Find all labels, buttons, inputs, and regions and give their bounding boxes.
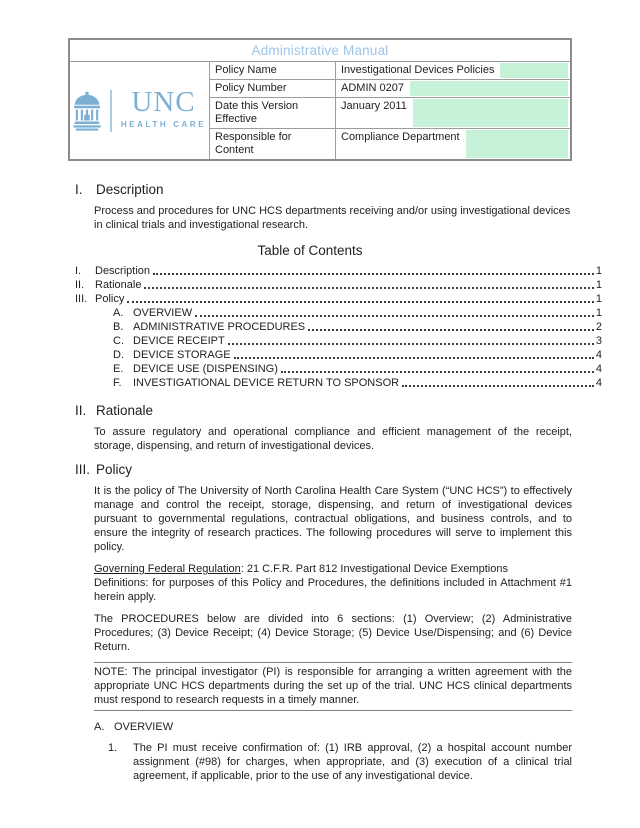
section-heading-rationale — [75, 403, 640, 419]
policy-field-row — [210, 80, 570, 98]
regulation-label: Governing Federal Regulation — [94, 563, 241, 575]
field-highlight — [500, 63, 568, 78]
logo-org: UNC — [131, 86, 196, 118]
toc-page-number: 1 — [595, 307, 602, 319]
toc-entry — [75, 320, 602, 334]
toc-page-number: 4 — [595, 377, 602, 389]
toc-dot-leader — [127, 301, 594, 303]
toc-page-number: 1 — [595, 279, 602, 291]
paragraph-policy-statement: It is the policy of The University of North Carolina Health Care System (“UNC HCS”) to effectively manage and control the receipt, storage, dispensing, and return of investigational devices pursuant to governmental regulations, contractual obligations, and business controls, and to ensure the integrity of research practices. The following procedures will serve to implement this policy. — [94, 485, 572, 553]
logo-divider — [110, 90, 112, 132]
paragraph-procedures: The PROCEDURES below are divided into 6 sections: (1) Overview; (2) Administrative Procedures; (3) Device Receipt; (4) Device Storage; (5) Device Use/Dispensing; and (6) Device Return. — [94, 613, 572, 653]
section-title: Rationale — [96, 403, 154, 418]
toc-num: III. — [75, 293, 88, 305]
field-label: Policy Name — [210, 62, 336, 79]
logo-text — [120, 86, 207, 132]
field-label: Responsible for Content — [210, 129, 336, 159]
section-heading-policy — [75, 462, 640, 478]
old-well-icon — [73, 88, 101, 134]
toc-label: DEVICE RECEIPT — [133, 335, 225, 347]
toc-num: C. — [113, 335, 124, 347]
toc-num: B. — [113, 321, 124, 333]
field-value — [336, 80, 570, 97]
field-label: Date this Version Effective — [210, 98, 336, 128]
toc-page-number: 1 — [595, 265, 602, 277]
policy-field-row — [210, 98, 570, 129]
toc-dot-leader — [402, 385, 594, 387]
toc-label: INVESTIGATIONAL DEVICE RETURN TO SPONSOR — [133, 377, 400, 389]
toc-label: Description — [95, 265, 151, 277]
toc-dot-leader — [195, 315, 594, 317]
toc-num: A. — [113, 307, 124, 319]
logo-tagline: HEALTH CARE — [120, 120, 207, 129]
field-value-text: ADMIN 0207 — [341, 82, 404, 94]
section-title: Description — [96, 182, 164, 197]
toc-entry — [75, 362, 602, 376]
policy-field-row — [210, 129, 570, 159]
regulation-text: : 21 C.F.R. Part 812 Investigational Device Exemptions — [240, 563, 508, 575]
paragraph-description: Process and procedures for UNC HCS departments receiving and/or using investigational devices in clinical trials and investigational research. — [94, 205, 571, 231]
field-value-text: Compliance Department — [341, 131, 460, 143]
toc-num: II. — [75, 279, 85, 291]
field-value-text: Investigational Devices Policies — [341, 64, 495, 76]
toc-num: F. — [113, 377, 122, 389]
field-label: Policy Number — [210, 80, 336, 97]
toc-entry — [75, 348, 602, 362]
toc-label: DEVICE USE (DISPENSING) — [133, 363, 278, 375]
toc-title: Table of Contents — [257, 243, 363, 258]
toc-entry — [75, 278, 602, 292]
toc-dot-leader — [234, 357, 594, 359]
field-highlight — [466, 130, 568, 158]
list-item-number: 1. — [108, 742, 118, 754]
toc-label: OVERVIEW — [133, 307, 193, 319]
definitions-text: Definitions: for purposes of this Policy and Procedures, the definitions included in Attachment #1 herein apply. — [94, 577, 572, 603]
toc-page-number: 3 — [595, 335, 602, 347]
toc-page-number: 2 — [595, 321, 602, 333]
subsection-number: A. — [94, 721, 105, 733]
note-paragraph: NOTE: The principal investigator (PI) is responsible for arranging a written agreement with the appropriate UNC HCS departments during the set up of the trial. UNC HCS clinical departments must respond to research requests in a timely manner. — [94, 662, 572, 711]
toc-dot-leader — [228, 343, 594, 345]
subsection-title: OVERVIEW — [114, 721, 174, 733]
subsection-heading-overview — [94, 720, 640, 734]
policy-header-body — [70, 62, 570, 159]
toc-num: E. — [113, 363, 124, 375]
toc-dot-leader — [144, 287, 593, 289]
toc-label: Rationale — [95, 279, 142, 291]
toc-num: I. — [75, 265, 82, 277]
field-value — [336, 98, 570, 128]
toc-entry — [75, 334, 602, 348]
policy-header-table — [68, 38, 572, 161]
section-number: III. — [75, 462, 91, 477]
section-number: I. — [75, 182, 83, 197]
field-highlight — [413, 99, 568, 127]
field-value — [336, 62, 570, 79]
toc-num: D. — [113, 349, 124, 361]
toc-label: ADMINISTRATIVE PROCEDURES — [133, 321, 306, 333]
policy-field-row — [210, 62, 570, 80]
table-of-contents — [75, 264, 602, 390]
field-value-text: January 2011 — [341, 100, 407, 112]
toc-entry — [75, 292, 602, 306]
manual-title: Administrative Manual — [70, 40, 570, 62]
policy-field-rows — [210, 62, 570, 159]
section-heading-description — [75, 182, 640, 198]
field-highlight — [410, 81, 568, 96]
toc-entry — [75, 306, 602, 320]
toc-label: DEVICE STORAGE — [133, 349, 231, 361]
paragraph-regulation — [94, 562, 572, 604]
toc-dot-leader — [308, 329, 594, 331]
toc-page-number: 4 — [595, 363, 602, 375]
paragraph-rationale: To assure regulatory and operational compliance and efficient management of the receipt, storage, dispensing, and return of investigational devices. — [94, 426, 572, 452]
unc-logo — [70, 62, 210, 159]
list-item-text: The PI must receive confirmation of: (1) IRB approval, (2) a hospital account number assignment (#98) for charges, when appropriate, and (3) execution of a clinical trial agreement, if applicable, prior to the use of any investigational device. — [133, 742, 572, 782]
toc-dot-leader — [153, 273, 594, 275]
field-value — [336, 129, 570, 159]
list-item — [108, 741, 572, 783]
toc-page-number: 4 — [595, 349, 602, 361]
toc-page-number: 1 — [595, 293, 602, 305]
toc-dot-leader — [281, 371, 594, 373]
toc-entry — [75, 264, 602, 278]
section-number: II. — [75, 403, 87, 418]
toc-label: Policy — [95, 293, 125, 305]
section-title: Policy — [96, 462, 133, 477]
toc-entry — [75, 376, 602, 390]
